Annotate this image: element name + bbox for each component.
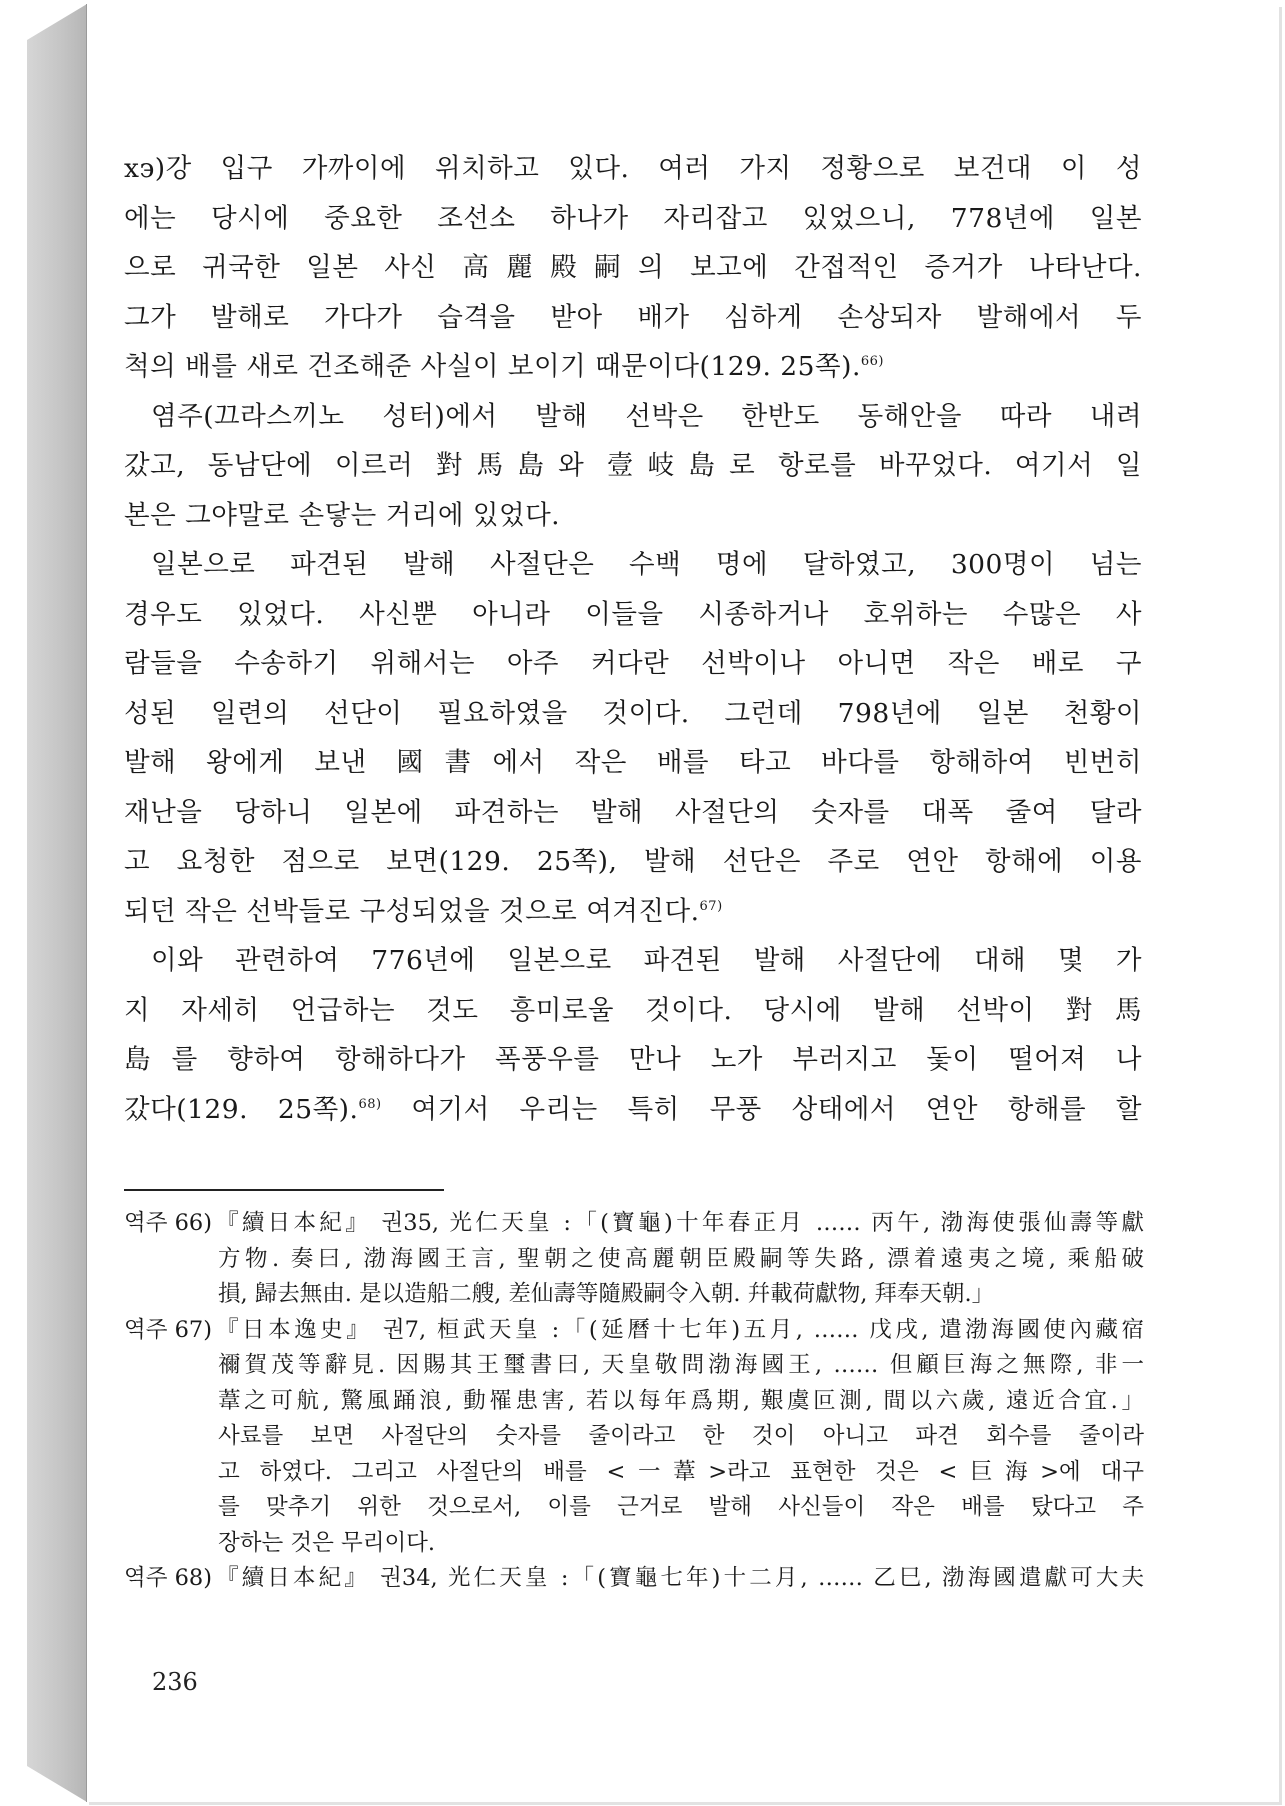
text-line: 재난을 당하니 일본에 파견하는 발해 사절단의 숫자를 대폭 줄여 달라 xyxy=(124,796,1142,828)
footnote-68 xyxy=(124,1561,1144,1597)
text-line: 성된 일련의 선단이 필요하였을 것이다. 그런데 798년에 일본 천황이 xyxy=(124,697,1142,729)
paragraph-4 xyxy=(124,936,1142,1134)
text-line: 에는 당시에 중요한 조선소 하나가 자리잡고 있었으니, 778년에 일본 xyxy=(124,202,1142,234)
text-line-content: 갔다(129. 25쪽). xyxy=(124,1093,359,1125)
text-line: xэ)강 입구 가까이에 위치하고 있다. 여러 가지 정황으로 보건대 이 성 xyxy=(124,153,1142,184)
paragraph-2 xyxy=(124,392,1142,541)
text-line: 일본으로 파견된 발해 사절단은 수백 명에 달하였고, 300명이 넘는 xyxy=(151,549,1142,580)
footnote-line: 『日本逸史』 권7, 桓武天皇 :「(延曆十七年)五月, …… 戊戌, 遣渤海國使內藏宿 xyxy=(216,1316,1144,1343)
page-number: 236 xyxy=(152,1668,198,1696)
footnote-body xyxy=(216,1206,1144,1313)
text-line-content: 척의 배를 새로 건조해준 사실이 보이기 때문이다(129. 25쪽). xyxy=(124,351,861,382)
text-line: 고 요청한 점으로 보면(129. 25쪽), 발해 선단은 주로 연안 항해에 이용 xyxy=(124,846,1142,877)
text-line: 본은 그야말로 손닿는 거리에 있었다. xyxy=(124,499,561,531)
footnote-line: 葦之可航, 驚風踊浪, 動罹患害, 若以每年爲期, 艱虞叵測, 間以六歲, 遠近合宜.」 xyxy=(218,1387,1144,1414)
text-line: 람들을 수송하기 위해서는 아주 커다란 선박이나 아니면 작은 배로 구 xyxy=(124,648,1142,679)
text-line: 이와 관련하여 776년에 일본으로 파견된 발해 사절단에 대해 몇 가 xyxy=(151,945,1142,976)
text-line: 지 자세히 언급하는 것도 흥미로울 것이다. 당시에 발해 선박이 對馬 xyxy=(124,994,1142,1026)
text-line: 경우도 있었다. 사신뿐 아니라 이들을 시종하거나 호위하는 수많은 사 xyxy=(124,598,1142,630)
body-text xyxy=(124,144,1142,1134)
footnote-66 xyxy=(124,1206,1144,1313)
text-line-content: 되던 작은 선박들로 구성되었을 것으로 여겨진다. xyxy=(124,895,700,927)
footnote-line: 사료를 보면 사절단의 숫자를 줄이라고 한 것이 아니고 파견 회수를 줄이라 xyxy=(218,1423,1144,1449)
footnote-body xyxy=(216,1561,1144,1597)
text-line: 갔고, 동남단에 이르러 對馬島와 壹岐島로 항로를 바꾸었다. 여기서 일 xyxy=(124,450,1142,481)
footnote-ref-66: 66) xyxy=(860,354,884,370)
footnote-label: 역주 68) xyxy=(124,1565,213,1591)
footnote-ref-68: 68) xyxy=(358,1096,382,1112)
footnote-ref-67: 67) xyxy=(699,898,723,914)
footnote-line: 損, 歸去無由. 是以造船二艘, 差仙壽等隨殿嗣令入朝. 幷載荷獻物, 拜奉天朝.」 xyxy=(218,1281,995,1307)
text-line xyxy=(124,887,1142,937)
paragraph-3 xyxy=(124,540,1142,936)
text-line: 島를 향하여 항해하다가 폭풍우를 만나 노가 부러지고 돛이 떨어져 나 xyxy=(124,1044,1142,1075)
footnote-line: 를 맞추기 위한 것으로서, 이를 근거로 발해 사신들이 작은 배를 탔다고 주 xyxy=(218,1494,1144,1520)
text-line: 그가 발해로 가다가 습격을 받아 배가 심하게 손상되자 발해에서 두 xyxy=(124,301,1142,333)
text-line xyxy=(124,342,1142,392)
text-line: 발해 왕에게 보낸 國書에서 작은 배를 타고 바다를 항해하여 빈번히 xyxy=(124,747,1142,778)
footnote-line: 『續日本紀』 권35, 光仁天皇 :「(寶龜)十年春正月 …… 丙午, 渤海使張仙壽等獻 xyxy=(216,1210,1144,1236)
text-line: 염주(끄라스끼노 성터)에서 발해 선박은 한반도 동해안을 따라 내려 xyxy=(151,400,1142,432)
footnote-67 xyxy=(124,1313,1144,1562)
footnote-label: 역주 66) xyxy=(124,1210,213,1236)
footnote-line: 方物. 奏曰, 渤海國王言, 聖朝之使高麗朝臣殿嗣等失路, 漂着遠夷之境, 乘船破 xyxy=(218,1245,1144,1272)
footnote-label: 역주 67) xyxy=(124,1316,213,1343)
text-line-content: 여기서 우리는 특히 무풍 상태에서 연안 항해를 할 xyxy=(381,1093,1143,1125)
footnote-line: 『續日本紀』 권34, 光仁天皇 :「(寶龜七年)十二月, …… 乙巳, 渤海國遣獻可大夫 xyxy=(216,1565,1144,1591)
text-line: 으로 귀국한 일본 사신 高麗殿嗣의 보고에 간접적인 증거가 나타난다. xyxy=(124,252,1142,283)
footnote-line: 고 하였다. 그리고 사절단의 배를 <一葦>라고 표현한 것은 <巨海>에 대구 xyxy=(218,1458,1144,1485)
paragraph-1 xyxy=(124,144,1142,392)
book-spine xyxy=(27,4,87,1802)
footnote-line: 禰賀茂等辭見. 因賜其王璽書曰, 天皇敬問渤海國王, …… 但顧巨海之無際, 非一 xyxy=(218,1352,1144,1378)
footnotes xyxy=(124,1206,1144,1597)
footnote-rule xyxy=(124,1189,444,1191)
footnote-line: 장하는 것은 무리이다. xyxy=(218,1529,436,1556)
footnote-body xyxy=(216,1313,1144,1562)
text-line xyxy=(124,1085,1142,1135)
